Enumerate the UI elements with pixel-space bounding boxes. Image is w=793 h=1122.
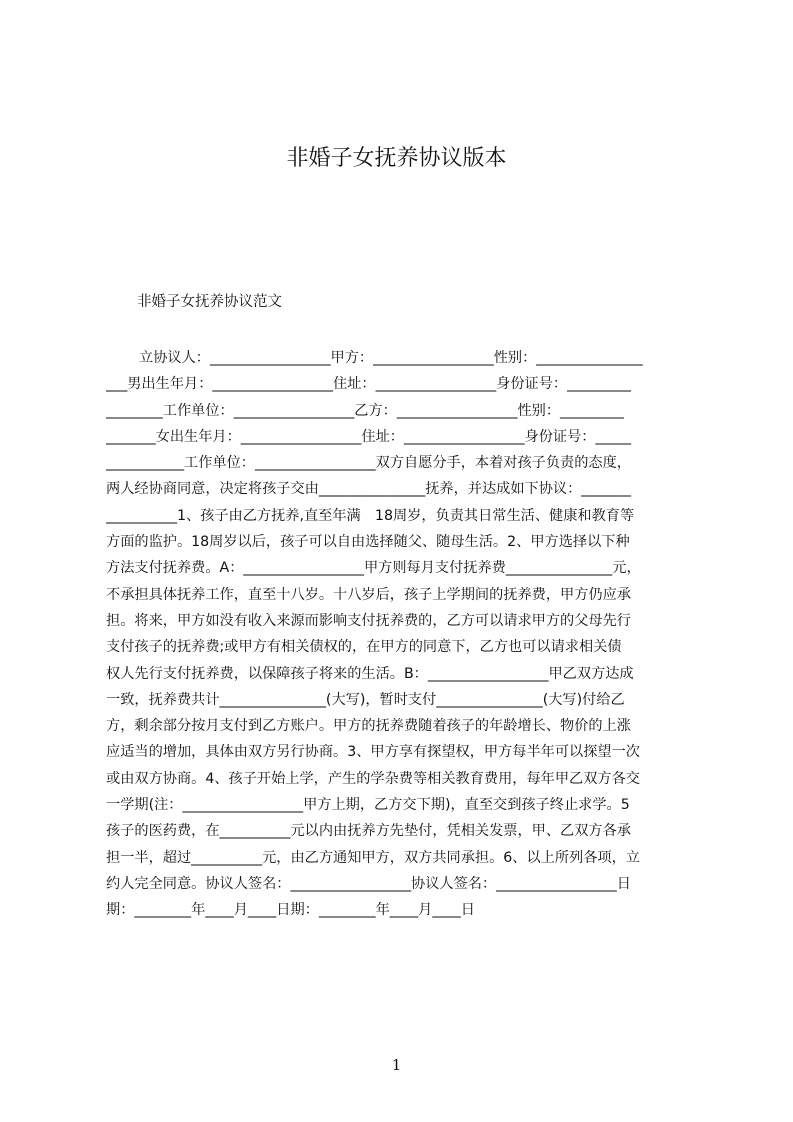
body-line: 方，剩余部分按月支付到乙方账户。甲方的抚养费随着孩子的年龄增长、物价的上涨: [106, 718, 631, 735]
body-line: ___男出生年月：_________________住址：_________________身份证号：_________: [106, 376, 631, 393]
body-line: 约人完全同意。协议人签名：_________________协议人签名：_________________日: [106, 875, 631, 892]
body-line: 担一半，超过__________元，由乙方通知甲方，双方共同承担。6、以上所列各项，立: [106, 849, 640, 866]
body-line: 孩子的医药费，在__________元以内由抚养方先垫付，凭相关发票，甲、乙双方各承: [106, 823, 631, 840]
body-line: ________工作单位：_________________乙方：_________________性别：_________: [106, 402, 624, 419]
body-line: __________1、孩子由乙方抚养,直至年满 18周岁，负责其日常生活、健康和教育等: [106, 507, 635, 524]
body-line: 一学期(注：_________________甲方上期，乙方交下期)，直至交到孩子终止求学。5: [106, 797, 630, 814]
body-line: 应适当的增加，具体由双方另行协商。3、甲方享有探望权，甲方每半年可以探望一次: [106, 744, 640, 761]
body-line: 期：________年____月____日期：________年____月____日: [106, 902, 475, 919]
body-line: 权人先行支付抚养费，以保障孩子将来的生活。B：_________________甲乙双方达成: [106, 665, 634, 682]
body-line: _______女出生年月：_________________住址：_________________身份证号：_____: [106, 428, 631, 445]
body-line: 方面的监护。18周岁以后，孩子可以自由选择随父、随母生活。2、甲方选择以下种: [106, 534, 630, 551]
body-line: 或由双方协商。4、孩子开始上学，产生的学杂费等相关教育费用，每年甲乙双方各交: [106, 770, 640, 787]
body-line: 支付孩子的抚养费;或甲方有相关债权的，在甲方的同意下，乙方也可以请求相关债: [106, 639, 622, 656]
body-line: ___________工作单位：_________________双方自愿分手，本着对孩子负责的态度，: [106, 455, 631, 472]
page-number: 1: [391, 1056, 402, 1074]
document-title: 非婚子女抚养协议版本: [286, 146, 507, 171]
document-subtitle: 非婚子女抚养协议范文: [137, 294, 282, 310]
body-line: 立协议人：_________________甲方：_________________性别：_______________: [139, 350, 643, 366]
body-line: 一致，抚养费共计_______________(大写)，暂时支付_______________(大写)付给乙: [106, 691, 625, 708]
agreement-body: [106, 345, 698, 924]
body-line: 方法支付抚养费。A：_________________甲方则每月支付抚养费_______________元，: [106, 560, 641, 577]
body-line: 两人经协商同意，决定将孩子交由_______________抚养，并达成如下协议：_______: [106, 481, 631, 498]
body-line: 不承担具体抚养工作，直至十八岁。十八岁后，孩子上学期间的抚养费，甲方仍应承: [106, 586, 631, 603]
body-line: 担。将来，甲方如没有收入来源而影响支付抚养费的，乙方可以请求甲方的父母先行: [106, 612, 631, 629]
